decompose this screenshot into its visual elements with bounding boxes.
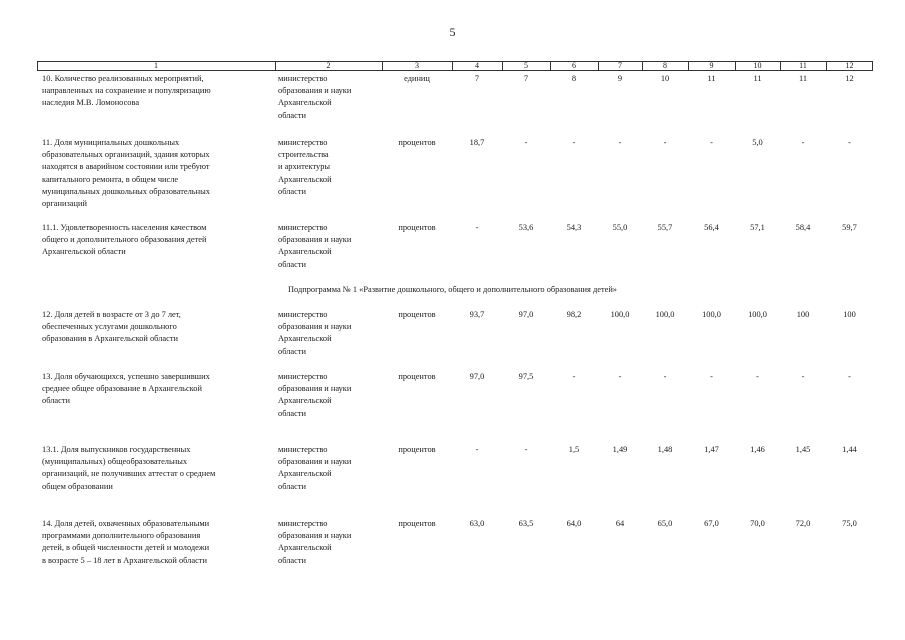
responsible-org-line: области [278, 555, 306, 565]
responsible-org-line: министерство [278, 372, 328, 381]
header-cell: 10 [753, 61, 762, 70]
value-cell: - [618, 372, 622, 381]
responsible-org-line: образования и науки [278, 235, 352, 245]
responsible-org-line: Архангельской [278, 396, 332, 406]
indicator-name-line: 11. Доля муниципальных дошкольных [42, 138, 180, 147]
responsible-org-line: области [278, 481, 306, 491]
value-cell: 11 [753, 74, 762, 83]
value-cell: 1,5 [568, 445, 580, 454]
value-cell: 100 [843, 310, 856, 319]
indicator-name-line: 10. Количество реализованных мероприятий, [42, 74, 204, 83]
indicator-name-line: общего и дополнительного образования детей [42, 235, 207, 245]
value-cell: - [710, 372, 713, 381]
responsible-org-line: области [278, 408, 306, 418]
responsible-org-line: Архангельской [278, 98, 332, 108]
value-cell: 1,49 [612, 445, 628, 454]
indicator-name-line: организаций [42, 199, 87, 208]
value-cell: - [848, 138, 851, 147]
header-cell: 1 [154, 61, 158, 70]
responsible-org-line: министерство [278, 223, 328, 232]
value-cell: 8 [571, 74, 577, 83]
value-cell: 65,0 [657, 519, 673, 528]
value-cell: 63,5 [518, 519, 534, 528]
value-cell: 1,45 [795, 445, 811, 454]
responsible-org-line: образования и науки [278, 384, 352, 394]
indicator-name-line: организаций, не получивших аттестат о среднем [42, 469, 216, 479]
indicator-name-line: 11.1. Удовлетворенность населения качеством [42, 223, 207, 232]
value-cell: 55,7 [657, 223, 673, 232]
value-cell: 97,5 [518, 372, 534, 381]
responsible-org-line: Архангельской [278, 543, 332, 553]
responsible-org-line: министерство [278, 445, 328, 454]
value-cell: 64,0 [566, 519, 582, 528]
value-cell: 11 [798, 74, 808, 83]
header-cell: 4 [475, 61, 479, 70]
value-cell: 9 [617, 74, 623, 83]
value-cell: 64 [615, 519, 625, 528]
responsible-org-line: образования и науки [278, 531, 352, 541]
indicator-name-line: 13. Доля обучающихся, успешно завершивших [42, 372, 210, 381]
value-cell: - [710, 138, 713, 147]
value-cell: 70,0 [750, 519, 765, 528]
value-cell: 63,0 [469, 519, 485, 528]
indicator-name-line: образования в Архангельской области [42, 334, 178, 344]
indicator-name-line: направленных на сохранение и популяризацию [42, 86, 211, 96]
value-cell: - [572, 372, 576, 381]
indicator-name-line: области [42, 396, 70, 406]
header-cell: 12 [845, 61, 854, 70]
value-cell: - [848, 372, 851, 381]
indicator-name-line: Архангельской области [42, 247, 126, 257]
value-cell: 57,1 [750, 223, 765, 232]
value-cell: - [524, 138, 528, 147]
value-cell: 100,0 [655, 310, 675, 319]
indicator-name-line: обеспеченных услугами дошкольного [42, 322, 177, 332]
indicator-name-line: программами дополнительного образования [42, 531, 201, 541]
indicator-name-line: 13.1. Доля выпускников государственных [42, 445, 191, 454]
responsible-org-line: образования и науки [278, 86, 352, 96]
value-cell: 100,0 [702, 310, 721, 319]
responsible-org-line: министерство [278, 138, 328, 147]
indicator-name-line: (муниципальных) общеобразовательных [42, 457, 188, 467]
unit-cell: процентов [398, 445, 436, 454]
unit-cell: процентов [398, 138, 436, 147]
indicator-name-line: 12. Доля детей в возрасте от 3 до 7 лет, [42, 310, 181, 319]
unit-cell: процентов [398, 310, 436, 319]
header-cell: 2 [326, 61, 331, 70]
value-cell: - [756, 372, 759, 381]
responsible-org-line: Архангельской [278, 174, 332, 184]
header-cell: 8 [663, 61, 667, 70]
responsible-org-line: образования и науки [278, 322, 352, 332]
value-cell: 97,0 [518, 310, 534, 319]
value-cell: - [475, 445, 479, 454]
unit-cell: процентов [398, 519, 436, 528]
value-cell: 53,6 [518, 223, 534, 232]
responsible-org-line: области [278, 259, 306, 269]
header-cell: 6 [572, 61, 576, 70]
responsible-org-line: министерство [278, 74, 328, 83]
value-cell: 98,2 [566, 310, 582, 319]
value-cell: 1,44 [842, 445, 857, 454]
unit-cell: процентов [398, 223, 436, 232]
responsible-org-line: Архангельской [278, 247, 332, 257]
value-cell: - [524, 445, 528, 454]
value-cell: 55,0 [612, 223, 628, 232]
unit-cell: процентов [398, 372, 436, 381]
indicator-name-line: детей, в общей численности детей и молодежи [42, 543, 210, 553]
responsible-org-line: министерство [278, 519, 328, 528]
responsible-org-line: и архитектуры [278, 162, 331, 172]
indicator-name-line: общем образовании [42, 481, 113, 491]
responsible-org-line: области [278, 346, 306, 356]
responsible-org-line: Архангельской [278, 334, 332, 344]
value-cell: - [618, 138, 622, 147]
header-cell: 7 [618, 61, 622, 70]
value-cell: 5,0 [752, 138, 763, 147]
value-cell: 56,4 [704, 223, 719, 232]
indicator-name-line: муниципальных дошкольных образовательных [42, 186, 210, 196]
value-cell: 72,0 [795, 519, 811, 528]
value-cell: 93,7 [469, 310, 485, 319]
header-cell: 11 [799, 61, 807, 70]
page-number: 5 [449, 25, 456, 39]
value-cell: 100 [796, 310, 810, 319]
value-cell: - [663, 372, 667, 381]
indicator-name-line: образовательных организаций, здания которых [42, 150, 210, 160]
value-cell: 100,0 [748, 310, 767, 319]
responsible-org-line: строительства [278, 150, 329, 160]
responsible-org-line: области [278, 110, 306, 120]
responsible-org-line: Архангельской [278, 469, 332, 479]
header-cell: 5 [524, 61, 528, 70]
indicator-name-line: наследия М.В. Ломоносова [42, 98, 140, 108]
value-cell: - [801, 372, 805, 381]
value-cell: 97,0 [469, 372, 485, 381]
indicator-name-line: находятся в аварийном состоянии или требуют [42, 162, 210, 172]
value-cell: - [572, 138, 576, 147]
indicator-name-line: среднее общее образование в Архангельской [42, 384, 202, 394]
header-cell: 9 [709, 61, 714, 70]
value-cell: 67,0 [704, 519, 719, 528]
subprogram-title: Подпрограмма № 1 «Развитие дошкольного, общего и дополнительного образования детей» [287, 285, 617, 294]
responsible-org-line: образования и науки [278, 457, 352, 467]
responsible-org-line: министерство [278, 310, 328, 319]
header-cell: 3 [415, 61, 419, 70]
value-cell: 10 [660, 74, 670, 83]
value-cell: 59,7 [842, 223, 857, 232]
value-cell: 18,7 [469, 138, 485, 147]
value-cell: - [475, 223, 479, 232]
value-cell: 58,4 [795, 223, 811, 232]
indicator-name-line: капитального ремонта, в общем числе [42, 174, 179, 184]
value-cell: 1,48 [657, 445, 673, 454]
value-cell: 75,0 [842, 519, 857, 528]
value-cell: 7 [474, 74, 480, 83]
responsible-org-line: области [278, 186, 306, 196]
indicator-name-line: 14. Доля детей, охваченных образовательными [42, 519, 210, 528]
value-cell: - [663, 138, 667, 147]
value-cell: 1,47 [704, 445, 719, 454]
value-cell: 1,46 [750, 445, 765, 454]
value-cell: 54,3 [566, 223, 582, 232]
value-cell: 100,0 [610, 310, 630, 319]
value-cell: 11 [707, 74, 716, 83]
value-cell: - [801, 138, 805, 147]
value-cell: 7 [523, 74, 529, 83]
value-cell: 12 [845, 74, 854, 83]
unit-cell: единиц [404, 74, 430, 83]
indicator-name-line: в возрасте 5 – 18 лет в Архангельской области [42, 555, 207, 565]
